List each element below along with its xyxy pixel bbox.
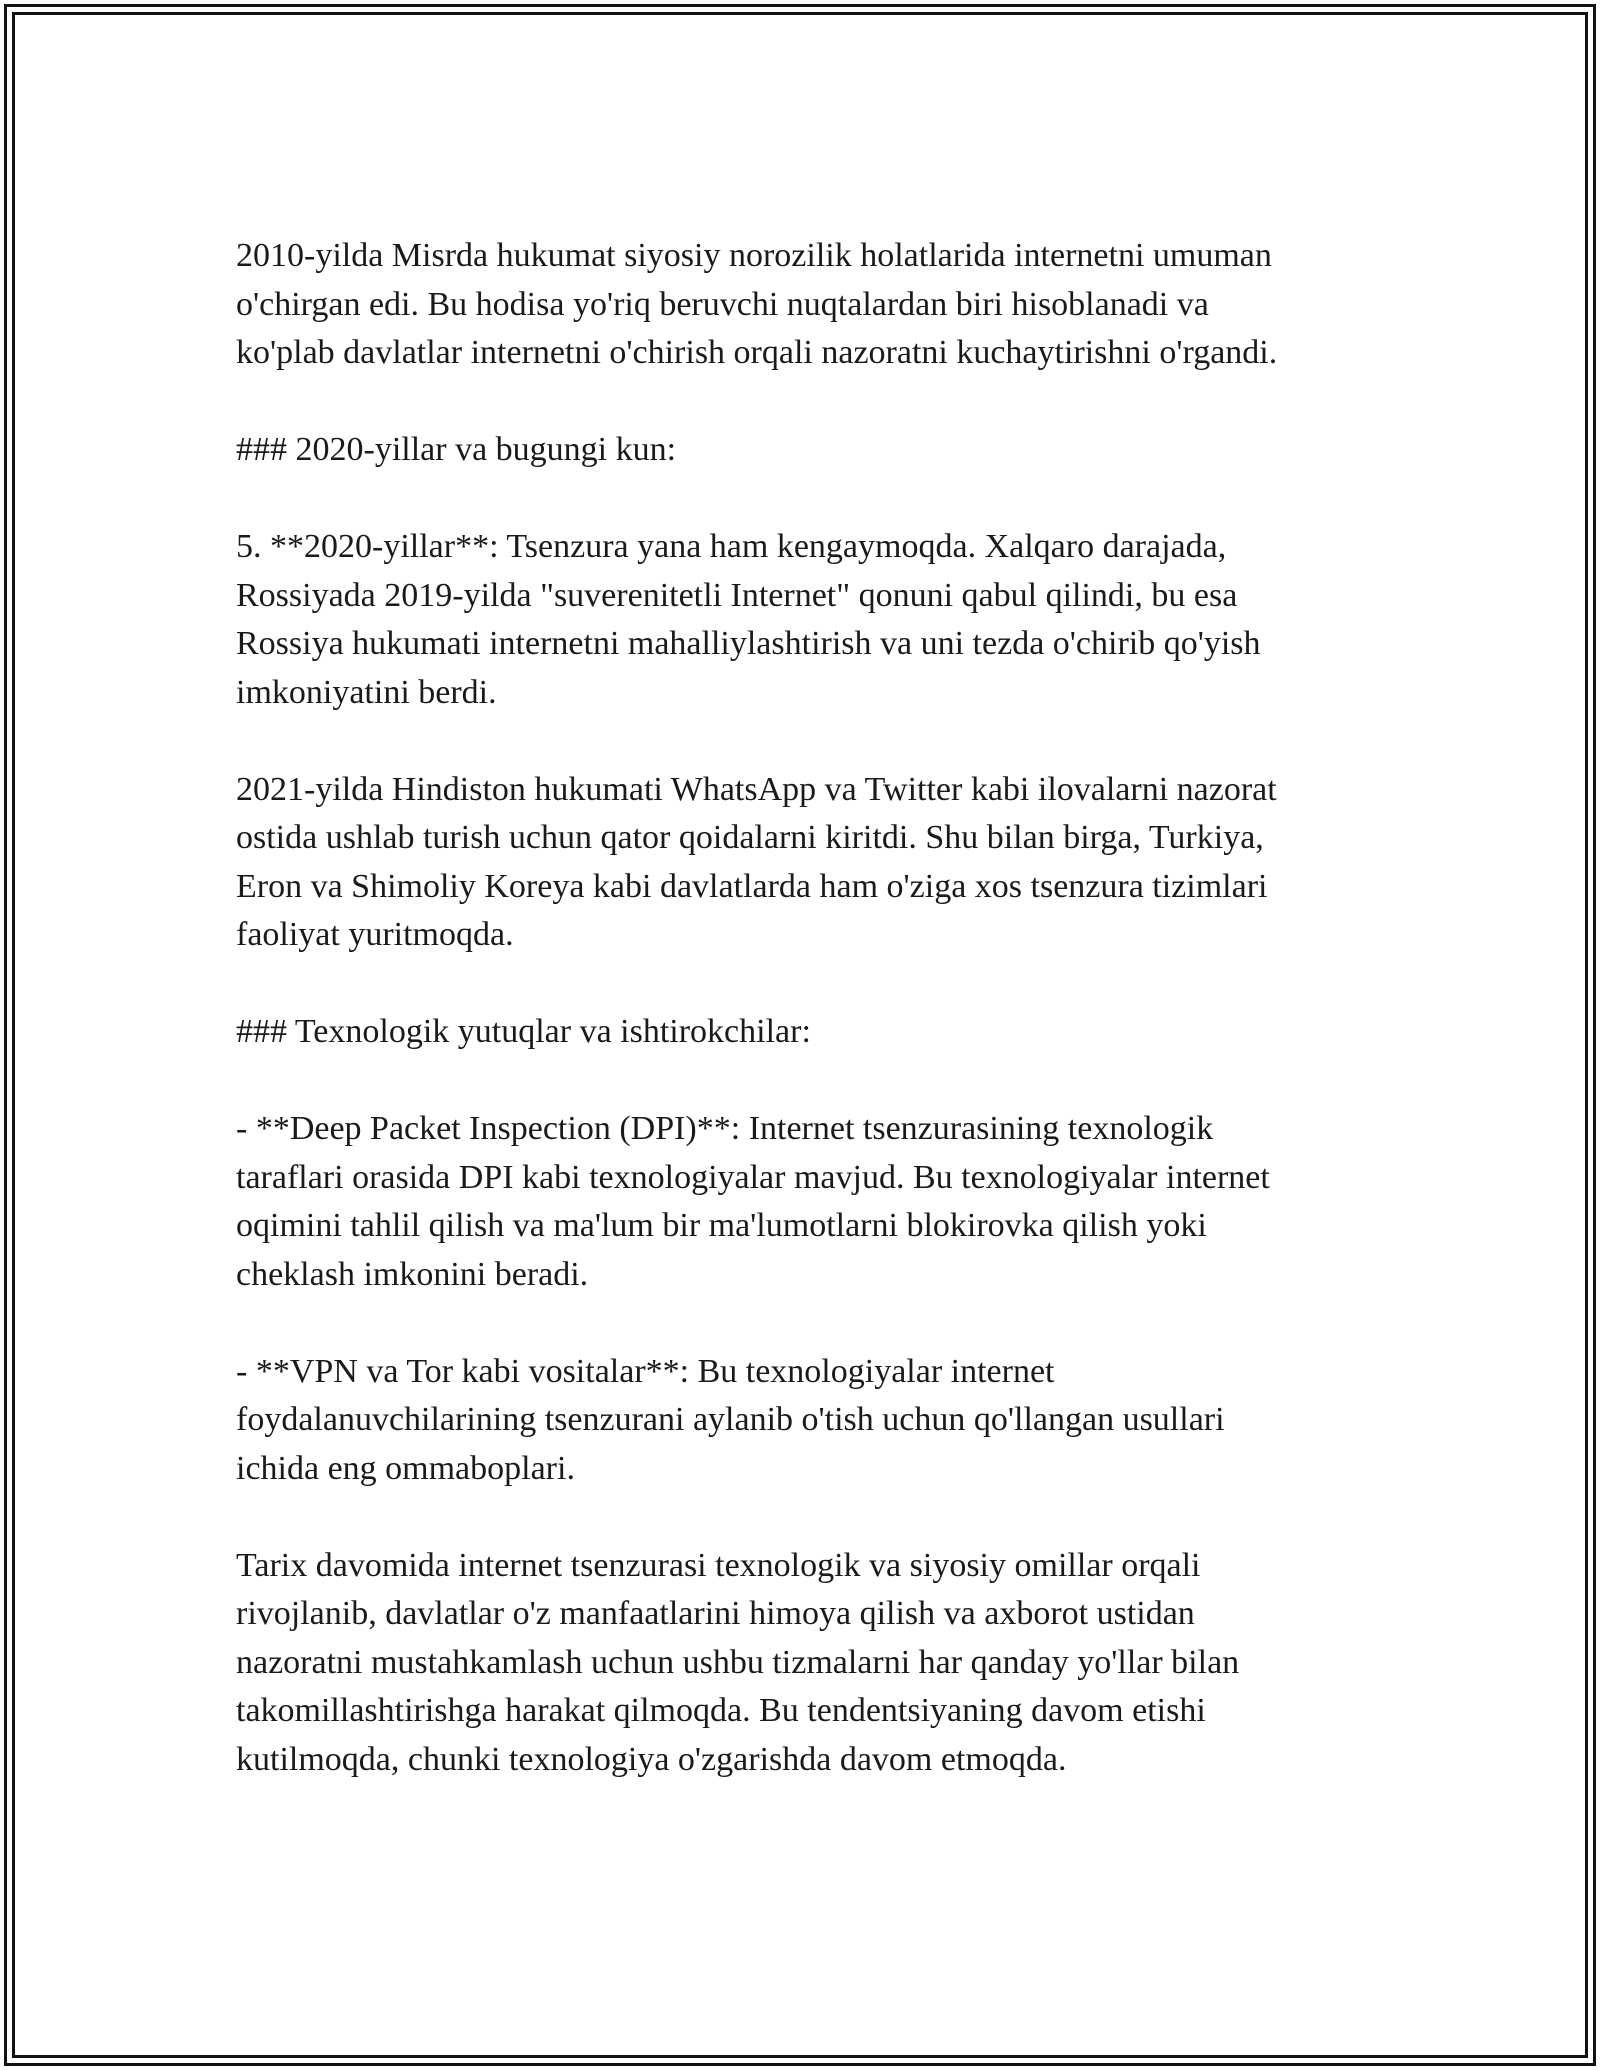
heading-2020s-today: ### 2020-yillar va bugungi kun:: [236, 431, 677, 468]
paragraph-conclusion: Tarix davomida internet tsenzurasi texnologik va siyosiy omillar orqali rivojlanib, davlatlar o'z manfaatlarini himoya qilish va axborot ustidan nazoratni mustahkamlash uchun ushbu tizmalarni har qanday yo'llar bilan takomillashtirishga harakat qilmoqda. Bu tendentsiyaning davom etishi kutilmoqda, chunki texnologiya o'zgarishda davom etmoqda.: [236, 1546, 1240, 1778]
bullet-dpi: - **Deep Packet Inspection (DPI)**: Internet tsenzurasining texnologik taraflari orasida DPI kabi texnologiyalar mavjud. Bu texnologiyalar internet oqimini tahlil qilish va ma'lum bir ma'lumotlarni blokirovka qilish yoki cheklash imkonini beradi.: [236, 1110, 1270, 1293]
list-item-2020s: 5. **2020-yillar**: Tsenzura yana ham kengaymoqda. Xalqaro darajada, Rossiyada 2019-yilda "suverenitetli Internet" qonuni qabul qilindi, bu esa Rossiya hukumati internetni mahalliylashtirish va uni tezda o'chirib qo'yish imkoniyatini berdi.: [236, 528, 1261, 711]
paragraph-egypt-2010: 2010-yilda Misrda hukumat siyosiy norozilik holatlarida internetni umuman o'chirgan edi. Bu hodisa yo'riq beruvchi nuqtalardan biri hisoblanadi va ko'plab davlatlar internetni o'chirish orqali nazoratni kuchaytirishni o'rgandi.: [236, 237, 1278, 371]
document-body: [236, 232, 1416, 1833]
paragraph-india-2021: 2021-yilda Hindiston hukumati WhatsApp va Twitter kabi ilovalarni nazorat ostida ushlab turish uchun qator qoidalarni kiritdi. Shu bilan birga, Turkiya, Eron va Shimoliy Koreya kabi davlatlarda ham o'ziga xos tsenzura tizimlari faoliyat yuritmoqda.: [236, 770, 1277, 953]
bullet-vpn-tor: - **VPN va Tor kabi vositalar**: Bu texnologiyalar internet foydalanuvchilarining tsenzurani aylanib o'tish uchun qo'llangan usullari ichida eng ommaboplari.: [236, 1352, 1225, 1487]
heading-tech-advances: ### Texnologik yutuqlar va ishtirokchilar:: [236, 1013, 811, 1050]
